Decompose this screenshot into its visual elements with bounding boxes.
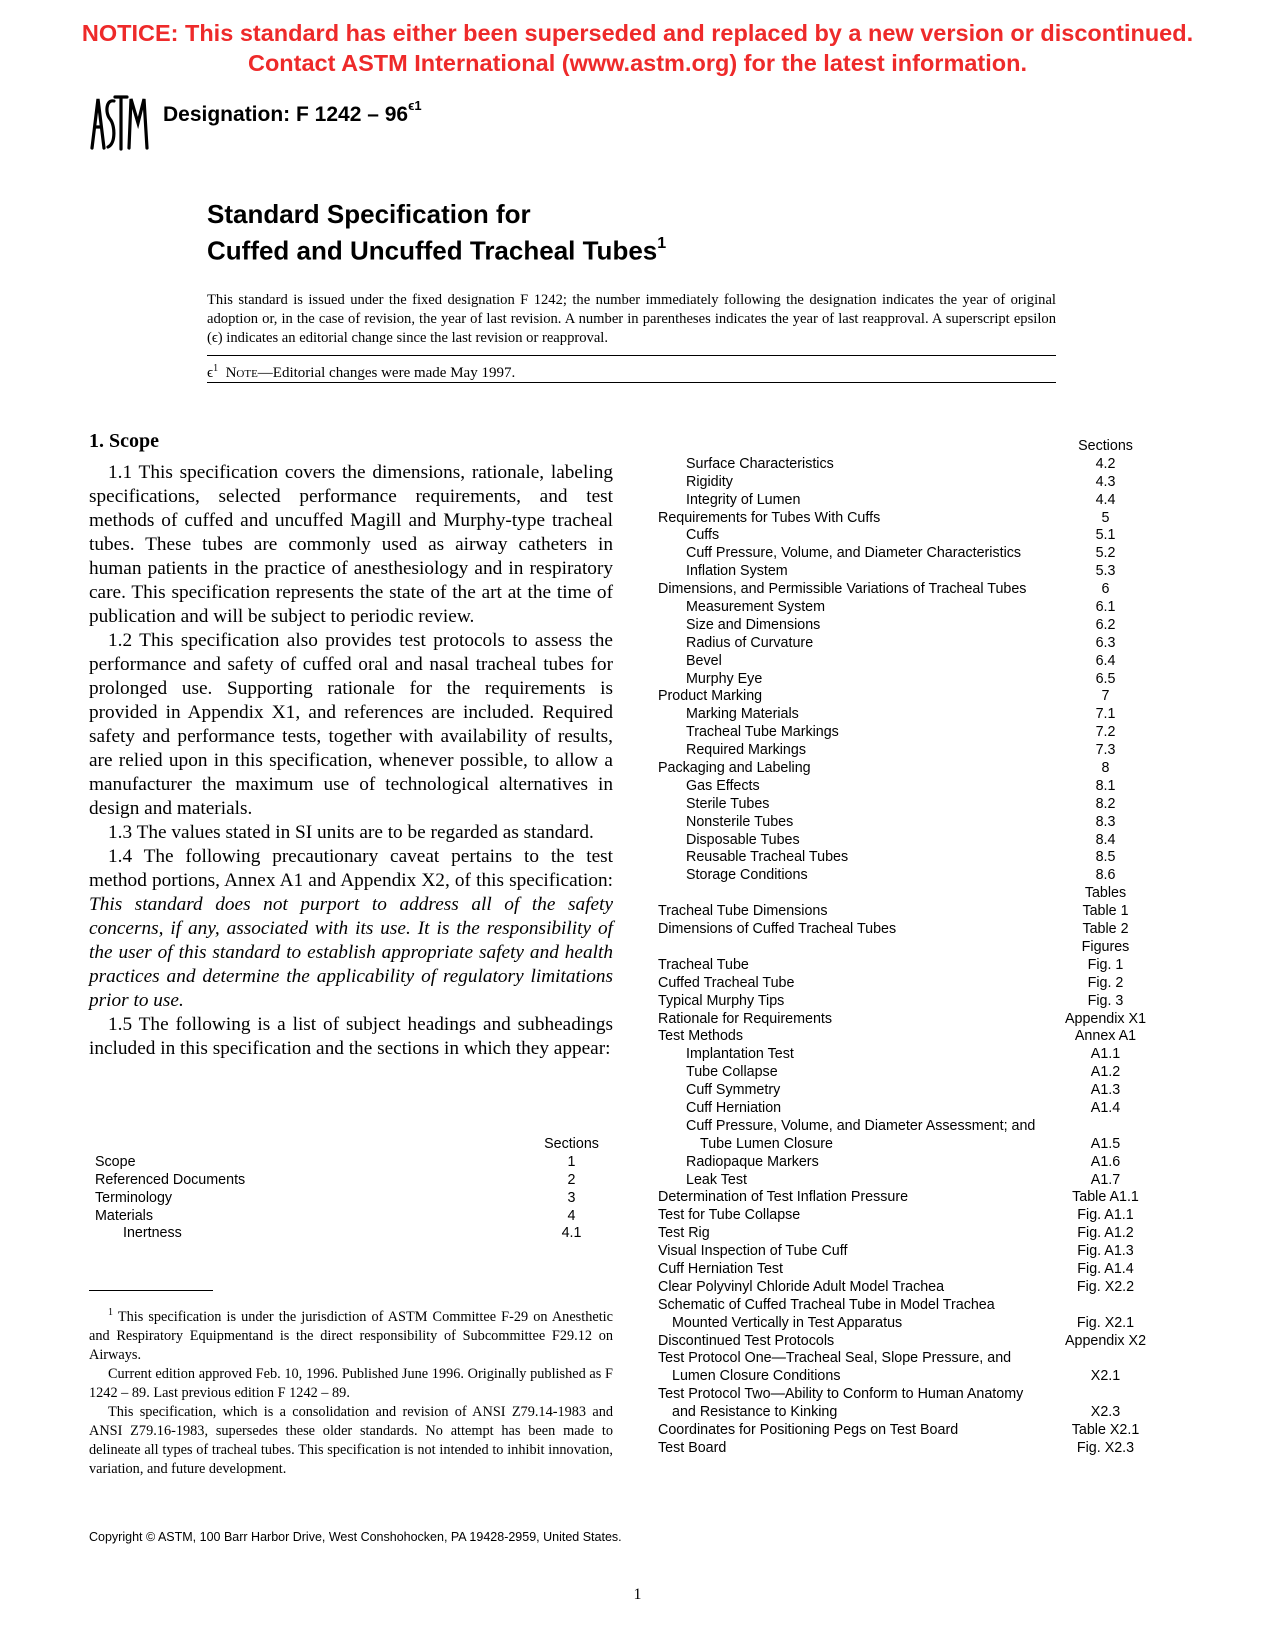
contents-row <box>658 1207 1178 1225</box>
contents-section-ref: A1.5 <box>1090 1135 1121 1152</box>
contents-row <box>658 510 1178 528</box>
contents-row <box>658 1350 1178 1368</box>
contents-row <box>658 599 1178 617</box>
contents-section-ref: 6.1 <box>1095 599 1116 616</box>
contents-row <box>658 957 1178 975</box>
contents-heading: Bevel <box>686 652 722 669</box>
contents-section-ref: 4.2 <box>1095 455 1116 472</box>
contents-row <box>658 1046 1178 1064</box>
contents-section-ref: 8.4 <box>1095 831 1116 848</box>
note-top-rule <box>207 355 1056 356</box>
footnote-consolidation: This specification, which is a consolidation and revision of ANSI Z79.14-1983 and ANSI Z79.16-1983, supersedes these older standards. No attempt has been made to delineate all types of tracheal tubes. This specification is not intended to inhibit innovation, variation, and future development. <box>89 1403 613 1477</box>
contents-section-ref: X2.3 <box>1090 1404 1121 1421</box>
contents-section-ref: 7.2 <box>1095 724 1116 741</box>
issuance-statement: This standard is issued under the fixed designation F 1242; the number immediately following the designation indicates the year of original adoption or, in the case of revision, the year of last revision. A number in parentheses indicates the year of last reapproval. A superscript epsilon (ϵ) indicates an editorial change since the last revision or reapproval. <box>207 292 1056 346</box>
designation <box>163 98 422 127</box>
contents-heading: Test for Tube Collapse <box>658 1207 801 1224</box>
contents-section-ref: 4.4 <box>1095 491 1116 508</box>
contents-heading: Measurement System <box>686 599 826 616</box>
contents-section-ref: Tables <box>1084 885 1127 902</box>
note-epsilon-sup: 1 <box>213 363 219 374</box>
contents-heading: Reusable Tracheal Tubes <box>686 849 849 866</box>
contents-row <box>658 1333 1178 1351</box>
contents-row <box>658 849 1178 867</box>
note-label: Note <box>225 365 258 381</box>
section-heading-scope: 1. Scope <box>89 430 159 452</box>
contents-heading: Inflation System <box>686 563 788 580</box>
contents-row <box>658 867 1178 885</box>
contents-row <box>658 814 1178 832</box>
contents-section-ref: A1.3 <box>1090 1082 1121 1099</box>
paragraph-1-4-text: 1.4 The following precautionary caveat pertains to the test method portions, Annex A1 and Appendix X2, of this specification: <box>89 846 613 891</box>
contents-heading: Nonsterile Tubes <box>686 813 794 830</box>
contents-section-ref: Fig. X2.3 <box>1076 1439 1135 1456</box>
title-line-2-text: Cuffed and Uncuffed Tracheal Tubes <box>207 235 658 266</box>
contents-section-ref: Appendix X1 <box>1064 1010 1147 1027</box>
contents-row <box>658 921 1178 939</box>
contents-row <box>658 635 1178 653</box>
contents-row <box>89 1190 613 1208</box>
contents-row <box>658 438 1178 456</box>
contents-section-ref: 4.1 <box>561 1225 582 1242</box>
safety-caveat: This standard does not purport to address all of the safety concerns, if any, associated with its use. It is the responsibility of the user of this standard to establish appropriate safety and health practices and determine the applicability of regulatory limitations prior to use. <box>89 894 613 1011</box>
contents-section-ref: A1.7 <box>1090 1171 1121 1188</box>
contents-heading: Radiopaque Markers <box>686 1153 819 1170</box>
contents-row <box>658 1172 1178 1190</box>
contents-heading: Disposable Tubes <box>686 831 800 848</box>
contents-heading: Cuff Pressure, Volume, and Diameter Assessment; and <box>686 1117 1036 1134</box>
contents-section-ref: 5 <box>1101 509 1110 526</box>
contents-section-ref: Fig. X2.2 <box>1076 1278 1135 1295</box>
contents-section-ref: 4.3 <box>1095 473 1116 490</box>
contents-heading: Terminology <box>95 1189 173 1206</box>
title-line-2 <box>207 230 666 267</box>
contents-section-ref: 8.2 <box>1095 795 1116 812</box>
contents-section-ref: 5.1 <box>1095 527 1116 544</box>
contents-heading: Test Protocol Two—Ability to Conform to Human Anatomy <box>658 1386 1024 1403</box>
contents-row <box>658 885 1178 903</box>
contents-heading: Typical Murphy Tips <box>658 992 785 1009</box>
contents-heading: Discontinued Test Protocols <box>658 1332 835 1349</box>
contents-section-ref: Table 1 <box>1082 903 1129 920</box>
note-bottom-rule <box>207 382 1056 383</box>
supersession-notice <box>0 18 1275 78</box>
contents-row <box>658 1368 1178 1386</box>
contents-heading: Rigidity <box>686 473 733 490</box>
contents-section-ref: A1.2 <box>1090 1064 1121 1081</box>
contents-section-ref: 5.3 <box>1095 563 1116 580</box>
contents-row <box>658 1243 1178 1261</box>
contents-section-ref: 6 <box>1101 581 1110 598</box>
title-footnote-marker: 1 <box>657 235 667 252</box>
footnote-1-marker: 1 <box>108 1307 113 1318</box>
contents-row <box>658 456 1178 474</box>
contents-row <box>658 724 1178 742</box>
contents-section-ref: Table X2.1 <box>1071 1421 1140 1438</box>
contents-section-ref: 2 <box>567 1171 576 1188</box>
contents-row <box>89 1225 613 1243</box>
paragraph-1-1: 1.1 This specification covers the dimensions, rationale, labeling specifications, selected performance requirements, and test methods of cuffed and uncuffed Magill and Murphy-type tracheal tubes. These tubes are commonly used as airway catheters in human patients in the practice of anesthesiology and in respiratory care. This specification represents the state of the art at the time of publication and will be subject to periodic review. <box>89 462 613 627</box>
contents-section-ref: 1 <box>567 1153 576 1170</box>
contents-section-ref: Table 2 <box>1082 921 1129 938</box>
document-title <box>207 199 666 267</box>
contents-heading: Surface Characteristics <box>686 455 834 472</box>
contents-heading: Coordinates for Positioning Pegs on Test Board <box>658 1421 959 1438</box>
contents-section-ref: A1.1 <box>1090 1046 1121 1063</box>
contents-heading: Size and Dimensions <box>686 616 821 633</box>
contents-section-ref: A1.4 <box>1090 1099 1121 1116</box>
contents-row <box>658 474 1178 492</box>
contents-row <box>658 1136 1178 1154</box>
contents-section-ref: Appendix X2 <box>1064 1332 1147 1349</box>
contents-section-ref: Fig. A1.3 <box>1077 1243 1134 1260</box>
contents-heading: Test Rig <box>658 1225 710 1242</box>
contents-row <box>658 1440 1178 1458</box>
contents-section-ref: Fig. A1.2 <box>1077 1225 1134 1242</box>
contents-section-ref: 6.4 <box>1095 652 1116 669</box>
astm-logo <box>89 93 151 153</box>
footnote-rule <box>89 1290 213 1291</box>
contents-heading: Requirements for Tubes With Cuffs <box>658 509 881 526</box>
paragraph-1-4 <box>89 845 613 1013</box>
contents-section-ref: 3 <box>567 1189 576 1206</box>
contents-row <box>658 671 1178 689</box>
contents-heading: Tracheal Tube Markings <box>686 724 839 741</box>
contents-heading: Materials <box>95 1207 153 1224</box>
contents-row <box>658 993 1178 1011</box>
contents-heading: Tracheal Tube Dimensions <box>658 903 828 920</box>
contents-heading: Sterile Tubes <box>686 795 770 812</box>
contents-row <box>658 796 1178 814</box>
contents-row <box>658 1154 1178 1172</box>
contents-row <box>658 903 1178 921</box>
contents-heading: Tube Collapse <box>686 1064 778 1081</box>
contents-heading: Integrity of Lumen <box>686 491 801 508</box>
contents-row <box>89 1172 613 1190</box>
contents-section-ref: 6.2 <box>1095 616 1116 633</box>
contents-heading: Cuff Herniation <box>686 1099 782 1116</box>
contents-heading: Inertness <box>123 1225 182 1242</box>
contents-section-ref: Table A1.1 <box>1072 1189 1139 1206</box>
contents-section-ref: 8.6 <box>1095 867 1116 884</box>
footnotes <box>89 1303 613 1479</box>
notice-line-1: NOTICE: This standard has either been superseded and replaced by a new version or discontinued. <box>81 20 1194 46</box>
contents-heading: Test Board <box>658 1439 727 1456</box>
contents-heading: Tube Lumen Closure <box>700 1135 833 1152</box>
contents-heading: Leak Test <box>686 1171 747 1188</box>
contents-heading: Schematic of Cuffed Tracheal Tube in Model Trachea <box>658 1296 995 1313</box>
contents-heading: Clear Polyvinyl Chloride Adult Model Trachea <box>658 1278 945 1295</box>
notice-line-2: Contact ASTM International (www.astm.org) for the latest information. <box>247 50 1027 76</box>
contents-section-ref: 7 <box>1101 688 1110 705</box>
contents-section-ref: Sections <box>1078 438 1133 454</box>
contents-row <box>658 527 1178 545</box>
contents-row <box>658 778 1178 796</box>
contents-section-ref: 7.3 <box>1095 742 1116 759</box>
contents-row <box>658 1261 1178 1279</box>
contents-heading: Cuff Symmetry <box>686 1082 781 1099</box>
contents-section-ref: Sections <box>544 1136 599 1152</box>
contents-heading: Dimensions of Cuffed Tracheal Tubes <box>658 921 897 938</box>
contents-row <box>658 832 1178 850</box>
paragraph-1-2: 1.2 This specification also provides test protocols to assess the performance and safety of cuffed oral and nasal tracheal tubes for prolonged use. Supporting rationale for the requirements is provided in Appendix X1, and references are included. Required safety and performance tests, together with availability of results, are relied upon in this specification, whenever possible, to allow a manufacturer the maximum use of technological alternatives in design and materials. <box>89 630 613 819</box>
contents-section-ref: 8.3 <box>1095 813 1116 830</box>
contents-row <box>658 1297 1178 1315</box>
contents-row <box>658 545 1178 563</box>
note-epsilon: ϵ <box>207 365 214 381</box>
contents-row <box>658 1118 1178 1136</box>
contents-row <box>89 1136 613 1154</box>
contents-heading: Radius of Curvature <box>686 634 814 651</box>
contents-section-ref: Fig. A1.4 <box>1077 1260 1134 1277</box>
contents-row <box>658 1279 1178 1297</box>
contents-row <box>658 563 1178 581</box>
contents-heading: and Resistance to Kinking <box>672 1404 838 1421</box>
contents-list-left <box>89 1136 613 1243</box>
paragraph-1-5: 1.5 The following is a list of subject headings and subheadings included in this specification and the sections in which they appear: <box>89 1014 613 1059</box>
contents-heading: Test Methods <box>658 1028 744 1045</box>
contents-row <box>658 1189 1178 1207</box>
contents-heading: Marking Materials <box>686 706 799 723</box>
contents-row <box>658 742 1178 760</box>
note-text: —Editorial changes were made May 1997. <box>257 365 516 381</box>
copyright: Copyright © ASTM, 100 Barr Harbor Drive, West Conshohocken, PA 19428-2959, United States. <box>89 1530 622 1544</box>
paragraph-1-3: 1.3 The values stated in SI units are to be regarded as standard. <box>108 822 594 843</box>
contents-heading: Tracheal Tube <box>658 956 749 973</box>
contents-row <box>658 1404 1178 1422</box>
contents-section-ref: 8.5 <box>1095 849 1116 866</box>
contents-heading: Referenced Documents <box>95 1171 246 1188</box>
contents-section-ref: 6.5 <box>1095 670 1116 687</box>
contents-heading: Cuffed Tracheal Tube <box>658 974 795 991</box>
contents-row <box>89 1208 613 1226</box>
contents-row <box>89 1154 613 1172</box>
contents-section-ref: 8 <box>1101 760 1110 777</box>
contents-section-ref: Fig. A1.1 <box>1077 1207 1134 1224</box>
contents-section-ref: A1.6 <box>1090 1153 1121 1170</box>
contents-section-ref: Fig. 1 <box>1087 956 1124 973</box>
contents-section-ref: 7.1 <box>1095 706 1116 723</box>
contents-row <box>658 617 1178 635</box>
contents-row <box>658 653 1178 671</box>
footnote-1 <box>89 1303 613 1365</box>
footnote-1-text: This specification is under the jurisdiction of ASTM Committee F-29 on Anesthetic and Respiratory Equipmentand is the direct responsibility of Subcommittee F29.12 on Airways. <box>89 1308 613 1363</box>
contents-heading: Required Markings <box>686 742 806 759</box>
contents-row <box>658 492 1178 510</box>
title-line-1: Standard Specification for <box>207 199 531 229</box>
contents-heading: Scope <box>95 1153 136 1170</box>
contents-row <box>658 1386 1178 1404</box>
contents-row <box>658 1422 1178 1440</box>
scope-section <box>89 430 613 1061</box>
contents-heading: Packaging and Labeling <box>658 760 811 777</box>
editorial-note <box>207 363 515 382</box>
contents-row <box>658 1315 1178 1333</box>
contents-row <box>658 1011 1178 1029</box>
contents-heading: Murphy Eye <box>686 670 763 687</box>
contents-list-right <box>658 438 1178 1458</box>
contents-row <box>658 975 1178 993</box>
contents-heading: Cuffs <box>686 527 720 544</box>
contents-section-ref: 8.1 <box>1095 777 1116 794</box>
contents-section-ref: 4 <box>567 1207 576 1224</box>
page-number: 1 <box>633 1586 642 1603</box>
contents-section-ref: Figures <box>1081 938 1130 955</box>
contents-section-ref: Fig. 3 <box>1087 992 1124 1009</box>
designation-epsilon: ϵ1 <box>408 98 422 113</box>
contents-heading: Rationale for Requirements <box>658 1010 833 1027</box>
contents-heading: Cuff Herniation Test <box>658 1260 784 1277</box>
contents-row <box>658 1082 1178 1100</box>
contents-row <box>658 1028 1178 1046</box>
contents-section-ref: Fig. 2 <box>1087 974 1124 991</box>
contents-heading: Cuff Pressure, Volume, and Diameter Characteristics <box>686 545 1022 562</box>
contents-section-ref: Annex A1 <box>1074 1028 1137 1045</box>
contents-heading: Storage Conditions <box>686 867 808 884</box>
contents-heading: Product Marking <box>658 688 763 705</box>
contents-row <box>658 706 1178 724</box>
contents-section-ref: Fig. X2.1 <box>1076 1314 1135 1331</box>
contents-heading: Lumen Closure Conditions <box>672 1368 841 1385</box>
contents-section-ref: 5.2 <box>1095 545 1116 562</box>
contents-row <box>658 1064 1178 1082</box>
contents-row <box>658 581 1178 599</box>
contents-heading: Test Protocol One—Tracheal Seal, Slope Pressure, and <box>658 1350 1012 1367</box>
contents-heading: Dimensions, and Permissible Variations of Tracheal Tubes <box>658 581 1027 598</box>
contents-section-ref: X2.1 <box>1090 1368 1121 1385</box>
contents-heading: Determination of Test Inflation Pressure <box>658 1189 909 1206</box>
contents-row <box>658 939 1178 957</box>
contents-row <box>658 760 1178 778</box>
footnote-edition: Current edition approved Feb. 10, 1996. Published June 1996. Originally published as F 1242 – 89. Last previous edition F 1242 – 89. <box>89 1365 613 1401</box>
contents-heading: Visual Inspection of Tube Cuff <box>658 1243 848 1260</box>
contents-row <box>658 688 1178 706</box>
contents-row <box>658 1225 1178 1243</box>
contents-heading: Implantation Test <box>686 1046 794 1063</box>
contents-heading: Mounted Vertically in Test Apparatus <box>672 1314 903 1331</box>
contents-section-ref: 6.3 <box>1095 634 1116 651</box>
contents-heading: Gas Effects <box>686 777 760 794</box>
designation-text: Designation: F 1242 – 96 <box>163 103 409 126</box>
contents-row <box>658 1100 1178 1118</box>
